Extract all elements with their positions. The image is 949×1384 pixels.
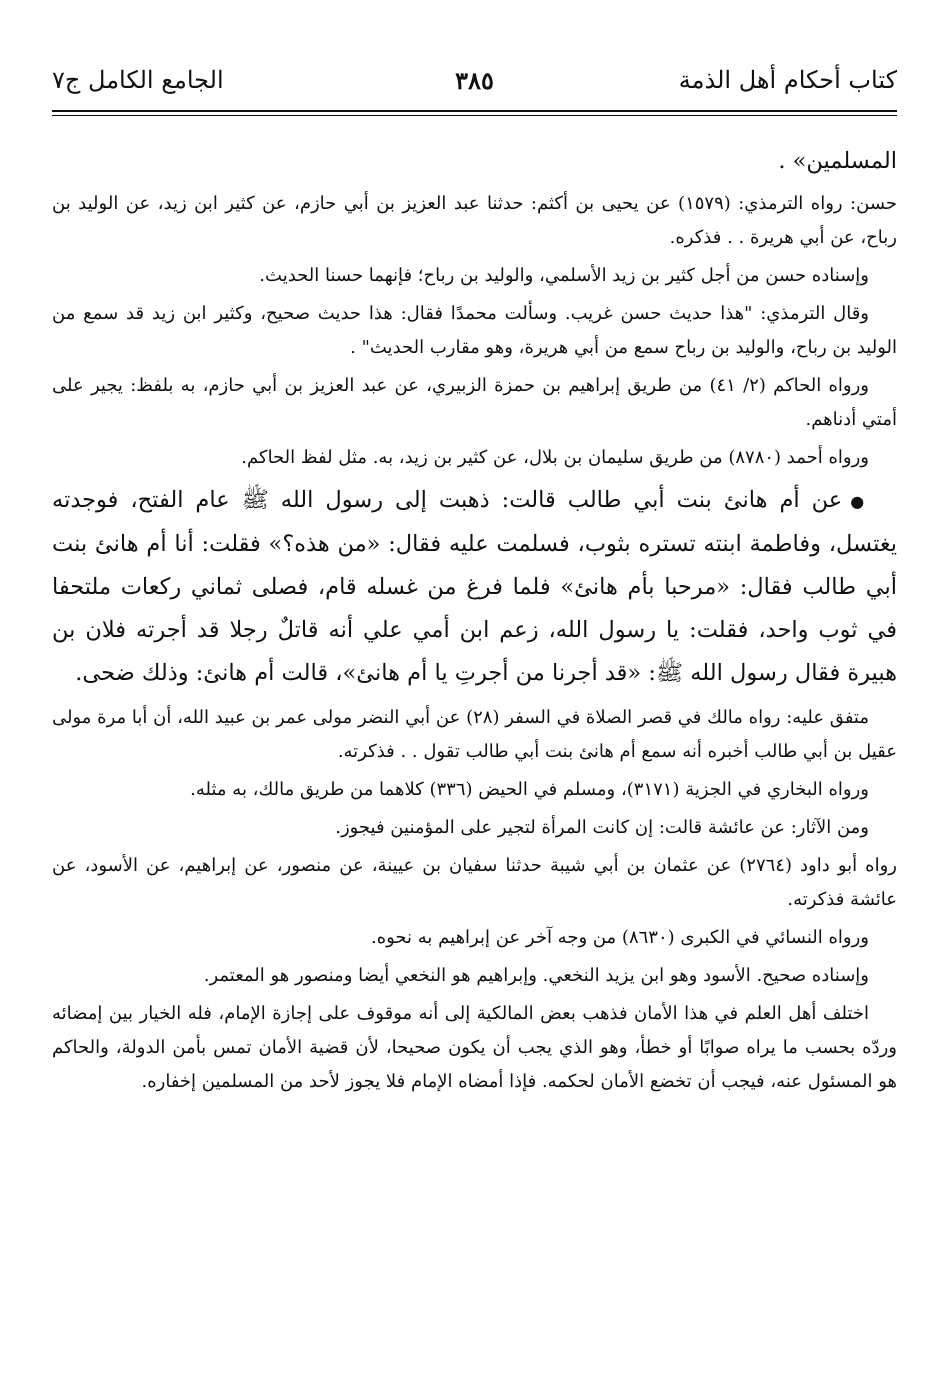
page-body: [52, 140, 897, 1099]
book-title: كتاب أحكام أهل الذمة: [678, 66, 897, 94]
volume-title: الجامع الكامل ج٧: [52, 66, 224, 94]
header-rule-thin: [52, 115, 897, 116]
hakim-paragraph: ورواه الحاكم (٢/ ٤١) من طريق إبراهيم بن حمزة الزبيري، عن عبد العزيز بن أبي حازم، به بلفظ: يجير على أمتي أدناهم.: [52, 375, 897, 430]
bullet-icon: ●: [850, 492, 869, 511]
ahmad-paragraph: ورواه أحمد (٨٧٨٠) من طريق سليمان بن بلال، عن كثير بن زيد، به. مثل لفظ الحاكم.: [241, 447, 869, 468]
header-rule-thick: [52, 110, 897, 112]
commentary-paragraph: اختلف أهل العلم في هذا الأمان فذهب بعض المالكية إلى أنه موقوف على إجازة الإمام، فله الخيار بين إمضائه وردّه بحسب ما يراه صوابًا أو خطأ، وهو الذي يجب أن يكون صحيحا، لأن قضية الأمان تمس بأمن الدولة، والحاكم هو المسئول عنه، فيجب أن تخضع الأمان لحكمه. فإذا أمضاه الإمام فلا يجوز لأحد من المسلمين إخفاره.: [52, 1003, 897, 1092]
nasai-paragraph: ورواه النسائي في الكبرى (٨٦٣٠) من وجه آخر عن إبراهيم به نحوه.: [370, 927, 869, 948]
bukhari-paragraph: ورواه البخاري في الجزية (٣١٧١)، ومسلم في الحيض (٣٣٦) كلاهما من طريق مالك، به مثله.: [190, 779, 869, 800]
abu-dawud-paragraph: رواه أبو داود (٢٧٦٤) عن عثمان بن أبي شيبة حدثنا سفيان بن عيينة، عن منصور، عن إبراهيم، عن الأسود، عن عائشة فذكرته.: [52, 855, 897, 910]
sahih-paragraph: وإسناده صحيح. الأسود وهو ابن يزيد النخعي. وإبراهيم هو النخعي أيضا ومنصور هو المعتمر.: [203, 965, 869, 986]
running-header: [52, 62, 897, 106]
hadith-text: عن أم هانئ بنت أبي طالب قالت: ذهبت إلى رسول الله ﷺ عام الفتح، فوجدته يغتسل، وفاطمة ابنته تستره بثوب، فسلمت عليه فقال: «من هذه؟» فقلت: أنا أم هانئ بنت أبي طالب فقال: «مرحبا بأم هانئ» فلما فرغ من غسله قام، فصلى ثماني ركعات ملتحفا في ثوب واحد، فقلت: يا رسول الله، زعم ابن أمي علي أنه قاتلٌ رجلا قد أجرته فلان بن هبيرة فقال رسول الله ﷺ: «قد أجرنا من أجرتِ يا أم هانئ»، قالت أم هانئ: وذلك ضحى.: [52, 487, 897, 686]
muttafaq-paragraph: متفق عليه: رواه مالك في قصر الصلاة في السفر (٢٨) عن أبي النضر مولى عمر بن عبيد الله، أن أبا مرة مولى عقيل بن أبي طالب أخبره أنه سمع أم هانئ بنت أبي طالب تقول . . فذكرته.: [52, 707, 897, 762]
tirmidhi-comment-paragraph: وقال الترمذي: "هذا حديث حسن غريب. وسألت محمدًا فقال: هذا حديث صحيح، وكثير ابن زيد قد سمع من الوليد بن رباح، والوليد بن رباح سمع من أبي هريرة، وهو مقارب الحديث" .: [52, 303, 897, 358]
athar-paragraph: ومن الآثار: عن عائشة قالت: إن كانت المرأة لتجير على المؤمنين فيجوز.: [335, 817, 869, 838]
takhrij-paragraph: حسن: رواه الترمذي: (١٥٧٩) عن يحيى بن أكثم: حدثنا عبد العزيز بن أبي حازم، عن كثير ابن زيد، عن الوليد بن رباح، عن أبي هريرة . . فذكره.: [52, 193, 898, 248]
page-number: ٣٨٥: [455, 66, 494, 95]
hadith-ending: المسلمين» .: [778, 148, 897, 174]
hadith-paragraph: [52, 479, 897, 695]
isnad-paragraph: وإسناده حسن من أجل كثير بن زيد الأسلمي، والوليد بن رباح؛ فإنهما حسنا الحديث.: [259, 265, 869, 286]
